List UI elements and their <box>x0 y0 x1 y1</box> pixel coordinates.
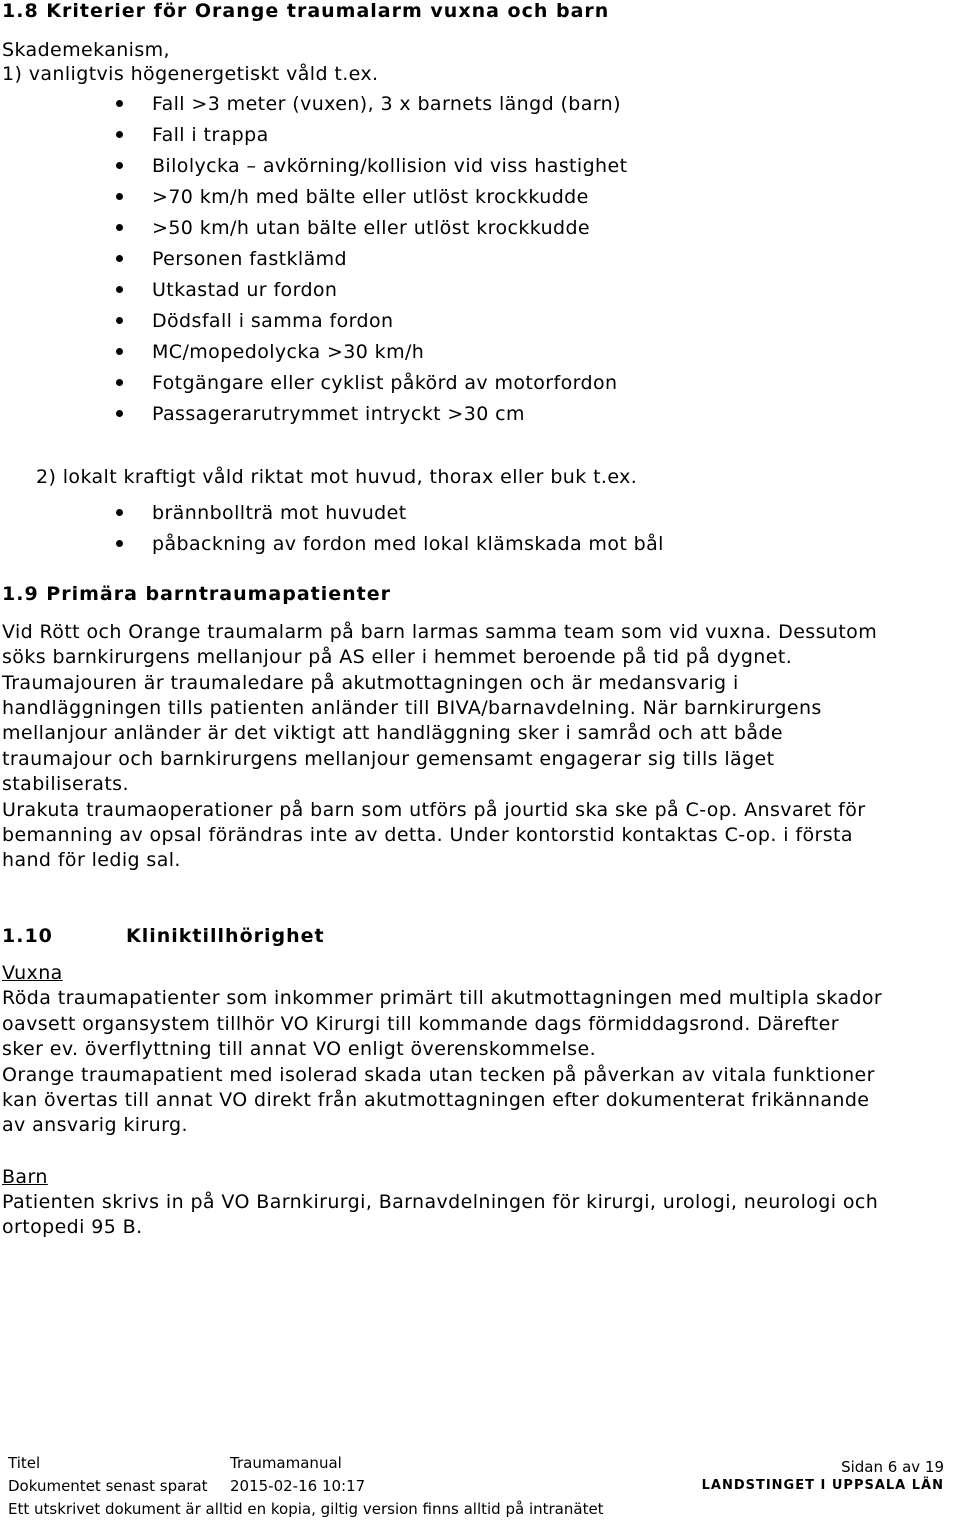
footer-saved-label: Dokumentet senast sparat <box>8 1477 208 1495</box>
paragraph-line: mellanjour anländer är det viktigt att handläggning sker i samråd och att både <box>2 722 783 744</box>
footer-title-label: Titel <box>8 1454 41 1472</box>
footer-organization: LANDSTINGET I UPPSALA LÄN <box>701 1478 944 1493</box>
paragraph-line: ortopedi 95 B. <box>2 1216 143 1238</box>
paragraph-line: Urakuta traumaoperationer på barn som utförs på jourtid ska ske på C-op. Ansvaret för <box>2 799 866 821</box>
list-item: Personen fastklämd <box>152 248 347 270</box>
section-heading-1-8: 1.8 Kriterier för Orange traumalarm vuxna och barn <box>2 0 610 22</box>
list-item: >50 km/h utan bälte eller utlöst krockkudde <box>152 217 591 239</box>
paragraph-line: Vid Rött och Orange traumalarm på barn larmas samma team som vid vuxna. Dessutom <box>2 621 878 643</box>
bullet-icon <box>116 317 123 324</box>
paragraph-line: oavsett organsystem tillhör VO Kirurgi till kommande dags förmiddagsrond. Därefter <box>2 1013 839 1035</box>
paragraph-line: handläggningen tills patienten anländer till BIVA/barnavdelning. När barnkirurgens <box>2 697 822 719</box>
footer-saved-value: 2015-02-16 10:17 <box>230 1477 366 1495</box>
intro-line-2: 1) vanligtvis högenergetiskt våld t.ex. <box>2 63 379 85</box>
footer-title-value: Traumamanual <box>230 1454 342 1472</box>
paragraph-line: traumajour och barnkirurgens mellanjour gemensamt engagerar sig tills läget <box>2 748 775 770</box>
bullet-icon <box>116 379 123 386</box>
bullet-icon <box>116 348 123 355</box>
intro-line-1: Skademekanism, <box>2 39 170 61</box>
list-item: Fall i trappa <box>152 124 269 146</box>
bullet-icon <box>116 255 123 262</box>
section-heading-1-10-title: Kliniktillhörighet <box>126 925 325 947</box>
bullet-icon <box>116 131 123 138</box>
section-heading-1-10-number: 1.10 <box>2 925 53 947</box>
paragraph-line: Traumajouren är traumaledare på akutmottagningen och är medansvarig i <box>2 672 739 694</box>
list-item: Fotgängare eller cyklist påkörd av motorfordon <box>152 372 618 394</box>
list-item: Bilolycka – avkörning/kollision vid viss hastighet <box>152 155 628 177</box>
list-item: påbackning av fordon med lokal klämskada mot bål <box>152 533 664 555</box>
footer-page-number: Sidan 6 av 19 <box>841 1458 944 1476</box>
paragraph-line: Röda traumapatienter som inkommer primärt till akutmottagningen med multipla skador <box>2 987 883 1009</box>
paragraph-line: sker ev. överflyttning till annat VO enligt överenskommelse. <box>2 1038 597 1060</box>
section-heading-1-9: 1.9 Primära barntraumapatienter <box>2 583 392 605</box>
list-item: MC/mopedolycka >30 km/h <box>152 341 425 363</box>
list-item: brännbollträ mot huvudet <box>152 502 407 524</box>
list-item: >70 km/h med bälte eller utlöst krockkudde <box>152 186 589 208</box>
list-item: Dödsfall i samma fordon <box>152 310 394 332</box>
bullet-icon <box>116 509 123 516</box>
list-item: Fall >3 meter (vuxen), 3 x barnets längd (barn) <box>152 93 621 115</box>
paragraph-line: hand för ledig sal. <box>2 849 181 871</box>
list-item: Utkastad ur fordon <box>152 279 338 301</box>
paragraph-line: Orange traumapatient med isolerad skada utan tecken på påverkan av vitala funktioner <box>2 1064 875 1086</box>
bullet-icon <box>116 286 123 293</box>
subheading-barn: Barn <box>2 1166 48 1188</box>
list-item: Passagerarutrymmet intryckt >30 cm <box>152 403 525 425</box>
paragraph-line: Patienten skrivs in på VO Barnkirurgi, Barnavdelningen för kirurgi, urologi, neurologi och <box>2 1191 879 1213</box>
bullet-icon <box>116 224 123 231</box>
paragraph-line: stabiliserats. <box>2 773 129 795</box>
bullet-icon <box>116 410 123 417</box>
footer-disclaimer: Ett utskrivet dokument är alltid en kopia, giltig version finns alltid på intranätet <box>8 1500 604 1518</box>
paragraph-line: bemanning av opsal förändras inte av detta. Under kontorstid kontaktas C-op. i första <box>2 824 853 846</box>
paragraph-line: av ansvarig kirurg. <box>2 1114 188 1136</box>
bullet-icon <box>116 540 123 547</box>
paragraph-line: söks barnkirurgens mellanjour på AS eller i hemmet beroende på tid på dygnet. <box>2 646 793 668</box>
page-footer <box>0 1445 960 1522</box>
bullet-icon <box>116 100 123 107</box>
bullet-icon <box>116 193 123 200</box>
subheading-vuxna: Vuxna <box>2 962 63 984</box>
paragraph-line: kan övertas till annat VO direkt från akutmottagningen efter dokumenterat frikännande <box>2 1089 870 1111</box>
point-2: 2) lokalt kraftigt våld riktat mot huvud, thorax eller buk t.ex. <box>36 466 638 488</box>
bullet-icon <box>116 162 123 169</box>
